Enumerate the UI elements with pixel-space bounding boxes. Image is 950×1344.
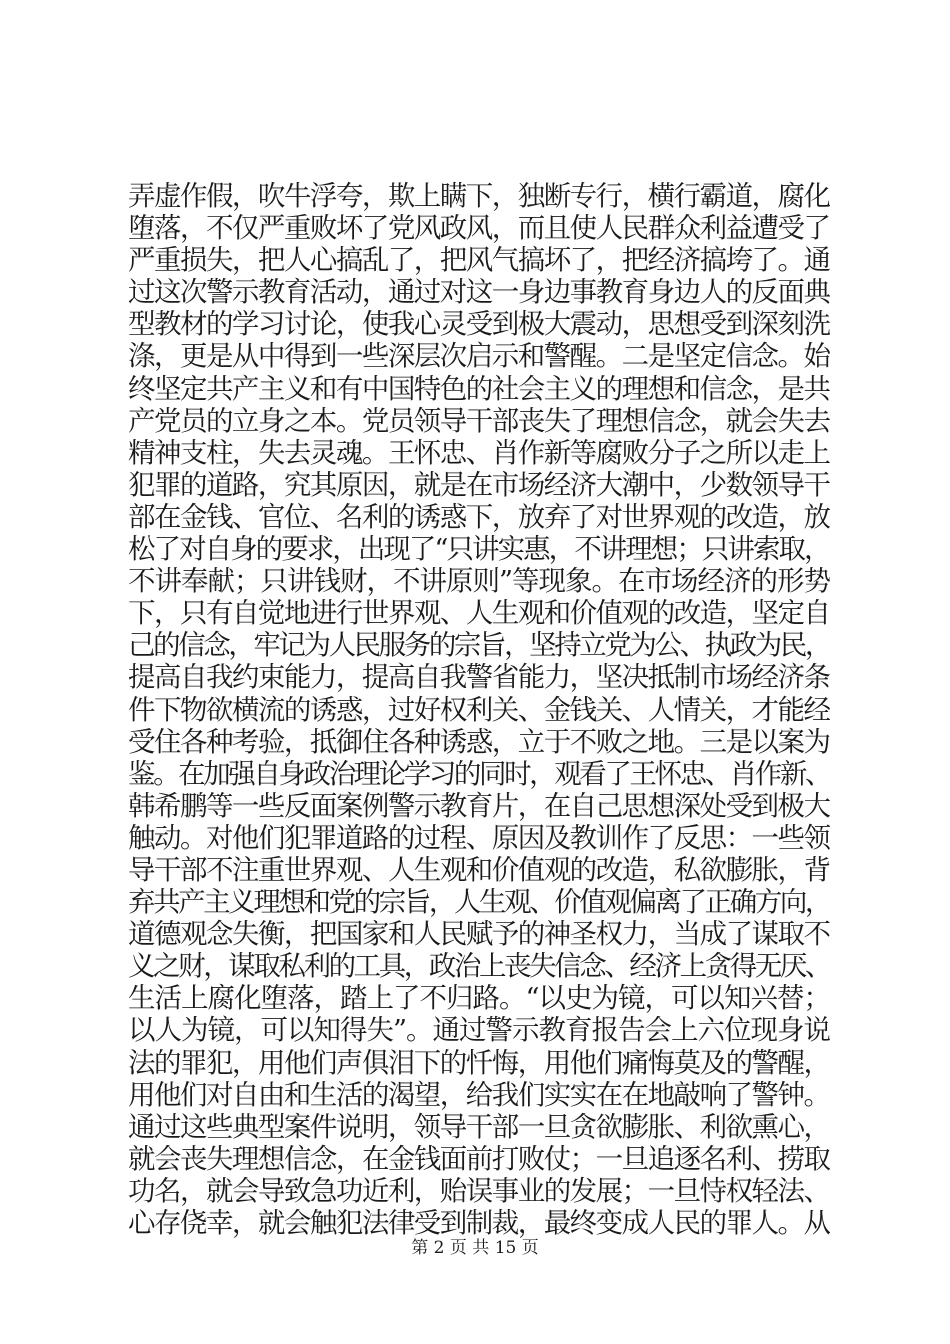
- text-line: 不讲奉献；只讲钱财，不讲原则”等现象。在市场经济的形势: [128, 565, 830, 598]
- text-line: 部在金钱、官位、名利的诱惑下，放弃了对世界观的改造，放: [128, 500, 830, 533]
- text-line: 精神支柱，失去灵魂。王怀忠、肖作新等腐败分子之所以走上: [128, 436, 830, 469]
- text-line: 通过这些典型案件说明，领导干部一旦贪欲膨胀、利欲熏心，: [128, 1110, 830, 1143]
- text-line: 犯罪的道路，究其原因，就是在市场经济大潮中，少数领导干: [128, 468, 830, 501]
- text-line: 型教材的学习讨论，使我心灵受到极大震动，思想受到深刻洗: [128, 308, 830, 341]
- text-line: 提高自我约束能力，提高自我警省能力，坚决抵制市场经济条: [128, 661, 830, 694]
- text-line: 堕落，不仅严重败坏了党风政风，而且使人民群众利益遭受了: [128, 212, 830, 245]
- text-line: 松了对自身的要求，出现了“只讲实惠，不讲理想；只讲索取，: [128, 533, 830, 566]
- body-paragraph: [128, 180, 830, 1239]
- text-line: 受住各种考验，抵御住各种诱惑，立于不败之地。三是以案为: [128, 725, 830, 758]
- text-line: 导干部不注重世界观、人生观和价值观的改造，私欲膨胀，背: [128, 853, 830, 886]
- text-line: 就会丧失理想信念，在金钱面前打败仗；一旦追逐名利、捞取: [128, 1142, 830, 1175]
- text-line: 韩希鹏等一些反面案例警示教育片，在自己思想深处受到极大: [128, 789, 830, 822]
- text-line: 道德观念失衡，把国家和人民赋予的神圣权力，当成了谋取不: [128, 918, 830, 951]
- text-line: 功名，就会导致急功近利，贻误事业的发展；一旦恃权轻法、: [128, 1174, 830, 1207]
- text-line: 用他们对自由和生活的渴望，给我们实实在在地敲响了警钟。: [128, 1078, 830, 1111]
- text-line: 终坚定共产主义和有中国特色的社会主义的理想和信念，是共: [128, 372, 830, 405]
- text-line: 触动。对他们犯罪道路的过程、原因及教训作了反思：一些领: [128, 821, 830, 854]
- text-line: 产党员的立身之本。党员领导干部丧失了理想信念，就会失去: [128, 404, 830, 437]
- text-line: 弄虚作假，吹牛浮夸，欺上瞒下，独断专行，横行霸道，腐化: [128, 180, 830, 212]
- text-line: 己的信念，牢记为人民服务的宗旨，坚持立党为公、执政为民，: [128, 629, 830, 662]
- text-line: 严重损失，把人心搞乱了，把风气搞坏了，把经济搞垮了。通: [128, 244, 830, 277]
- text-line: 心存侥幸，就会触犯法律受到制裁，最终变成人民的罪人。从: [128, 1207, 830, 1239]
- text-line: 法的罪犯，用他们声俱泪下的忏悔，用他们痛悔莫及的警醒，: [128, 1046, 830, 1079]
- text-line: 鉴。在加强自身政治理论学习的同时，观看了王怀忠、肖作新、: [128, 757, 830, 790]
- text-line: 生活上腐化堕落，踏上了不归路。“以史为镜，可以知兴替；: [128, 982, 830, 1015]
- text-line: 下，只有自觉地进行世界观、人生观和价值观的改造，坚定自: [128, 597, 830, 630]
- text-line: 以人为镜，可以知得失”。通过警示教育报告会上六位现身说: [128, 1014, 830, 1047]
- text-line: 义之财，谋取私利的工具，政治上丧失信念、经济上贪得无厌、: [128, 950, 830, 983]
- page-footer: 第 2 页 共 15 页: [411, 1238, 539, 1258]
- text-line: 件下物欲横流的诱惑，过好权利关、金钱关、人情关，才能经: [128, 693, 830, 726]
- text-line: 过这次警示教育活动，通过对这一身边事教育身边人的反面典: [128, 276, 830, 309]
- text-line: 涤，更是从中得到一些深层次启示和警醒。二是坚定信念。始: [128, 340, 830, 373]
- text-line: 弃共产主义理想和党的宗旨，人生观、价值观偏离了正确方向，: [128, 886, 830, 919]
